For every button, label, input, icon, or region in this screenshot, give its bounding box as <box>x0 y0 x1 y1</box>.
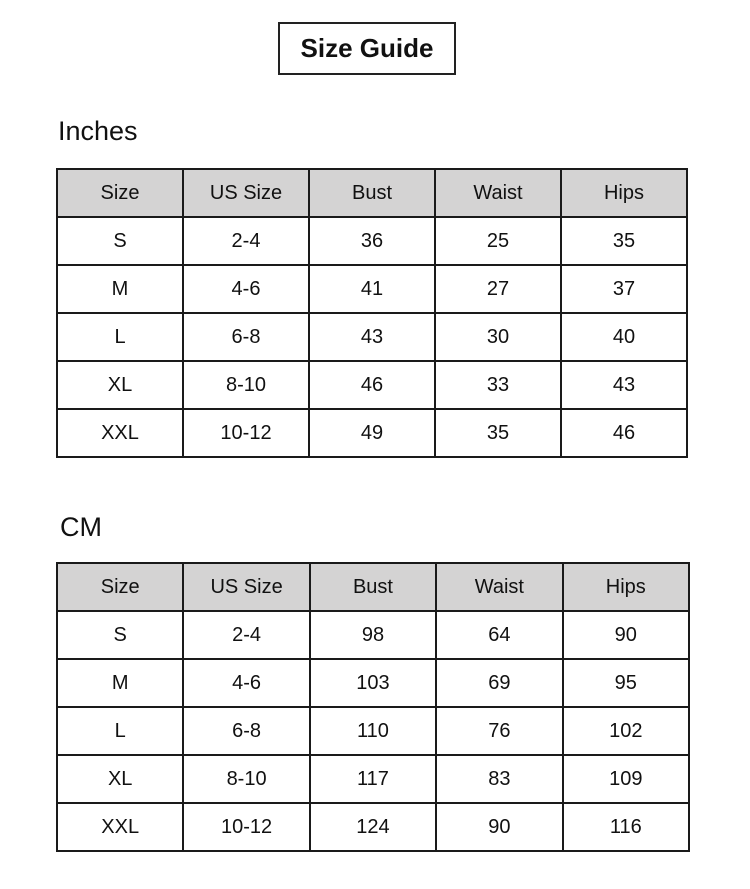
cell-us-size: 8-10 <box>183 755 309 803</box>
cell-waist: 90 <box>436 803 562 851</box>
cell-waist: 76 <box>436 707 562 755</box>
cell-waist: 83 <box>436 755 562 803</box>
cell-us-size: 10-12 <box>183 803 309 851</box>
cell-size: XL <box>57 361 183 409</box>
cell-waist: 69 <box>436 659 562 707</box>
cell-size: M <box>57 659 183 707</box>
cell-waist: 25 <box>435 217 561 265</box>
cell-us-size: 4-6 <box>183 659 309 707</box>
cell-us-size: 6-8 <box>183 313 309 361</box>
cell-bust: 98 <box>310 611 436 659</box>
cell-us-size: 8-10 <box>183 361 309 409</box>
inches-size-table <box>56 168 688 458</box>
column-header-bust: Bust <box>310 563 436 611</box>
cell-hips: 46 <box>561 409 687 457</box>
column-header-size: Size <box>57 563 183 611</box>
cell-waist: 35 <box>435 409 561 457</box>
cell-us-size: 10-12 <box>183 409 309 457</box>
cell-bust: 36 <box>309 217 435 265</box>
cell-size: L <box>57 707 183 755</box>
cell-hips: 109 <box>563 755 689 803</box>
table-row <box>57 265 687 313</box>
cell-hips: 35 <box>561 217 687 265</box>
cell-waist: 64 <box>436 611 562 659</box>
table-header-row <box>57 169 687 217</box>
cell-hips: 95 <box>563 659 689 707</box>
table-row <box>57 217 687 265</box>
cell-bust: 43 <box>309 313 435 361</box>
column-header-bust: Bust <box>309 169 435 217</box>
column-header-hips: Hips <box>561 169 687 217</box>
cell-us-size: 6-8 <box>183 707 309 755</box>
cell-size: S <box>57 217 183 265</box>
column-header-hips: Hips <box>563 563 689 611</box>
cell-bust: 117 <box>310 755 436 803</box>
cell-bust: 103 <box>310 659 436 707</box>
cell-hips: 40 <box>561 313 687 361</box>
section-label-inches: Inches <box>58 116 138 146</box>
table-row <box>57 313 687 361</box>
column-header-waist: Waist <box>435 169 561 217</box>
table-header-row <box>57 563 689 611</box>
cell-bust: 46 <box>309 361 435 409</box>
cell-bust: 41 <box>309 265 435 313</box>
table-row <box>57 803 689 851</box>
cell-bust: 49 <box>309 409 435 457</box>
cell-size: XL <box>57 755 183 803</box>
section-label-cm: CM <box>60 512 102 542</box>
column-header-waist: Waist <box>436 563 562 611</box>
cell-waist: 33 <box>435 361 561 409</box>
table-row <box>57 611 689 659</box>
table-row <box>57 755 689 803</box>
column-header-size: Size <box>57 169 183 217</box>
cell-waist: 27 <box>435 265 561 313</box>
table-row <box>57 409 687 457</box>
cell-bust: 124 <box>310 803 436 851</box>
cell-hips: 37 <box>561 265 687 313</box>
table-row <box>57 361 687 409</box>
cell-size: S <box>57 611 183 659</box>
cell-size: XXL <box>57 409 183 457</box>
cell-hips: 102 <box>563 707 689 755</box>
table-row <box>57 707 689 755</box>
cell-us-size: 4-6 <box>183 265 309 313</box>
cell-us-size: 2-4 <box>183 611 309 659</box>
table-row <box>57 659 689 707</box>
cell-hips: 116 <box>563 803 689 851</box>
cell-size: XXL <box>57 803 183 851</box>
cm-size-table <box>56 562 690 852</box>
cell-size: M <box>57 265 183 313</box>
column-header-us-size: US Size <box>183 563 309 611</box>
cell-hips: 90 <box>563 611 689 659</box>
cell-hips: 43 <box>561 361 687 409</box>
cell-size: L <box>57 313 183 361</box>
page-title: Size Guide <box>278 22 456 75</box>
cell-bust: 110 <box>310 707 436 755</box>
column-header-us-size: US Size <box>183 169 309 217</box>
cell-us-size: 2-4 <box>183 217 309 265</box>
cell-waist: 30 <box>435 313 561 361</box>
